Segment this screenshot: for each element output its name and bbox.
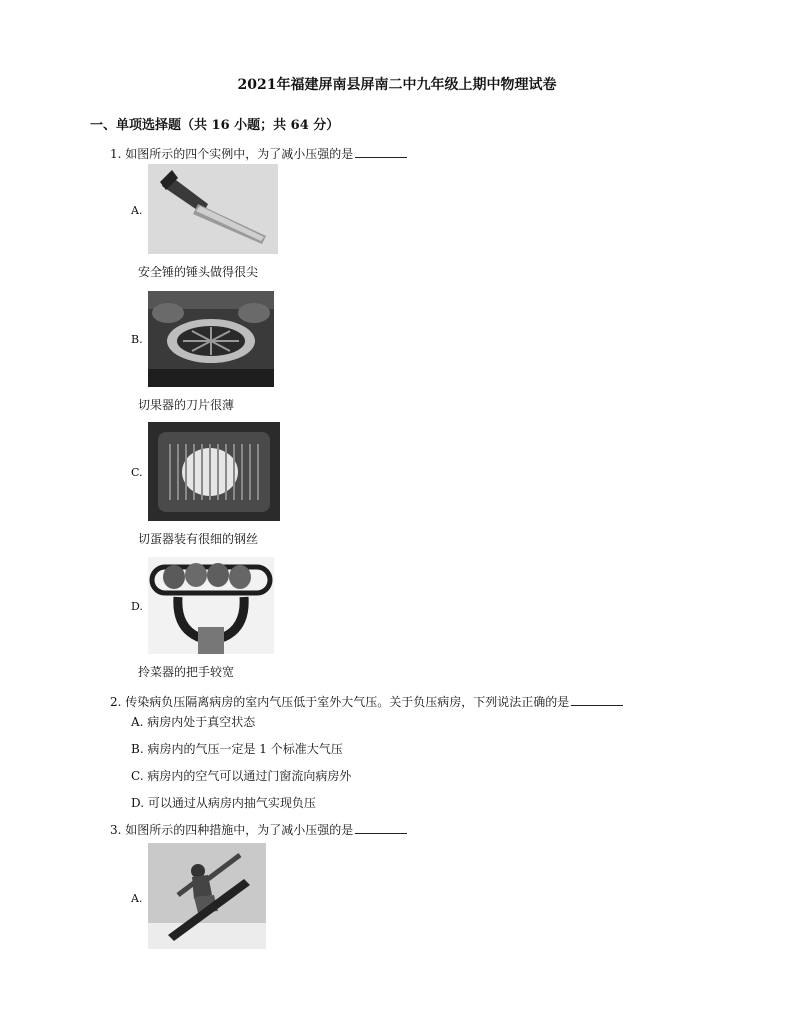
- option-letter-d: D.: [131, 600, 143, 613]
- fruit-cutter-image: [148, 291, 274, 387]
- option-caption-d: 拎菜器的把手较宽: [138, 665, 235, 679]
- question-2-stem: [110, 693, 623, 710]
- question-2-text: 2. 传染病负压隔离病房的室内气压低于室外大气压。关于负压病房，下列说法正确的是: [110, 695, 570, 709]
- question-2-option-d: D. 可以通过从病房内抽气实现负压: [131, 796, 316, 810]
- safety-hammer-image: [148, 164, 278, 254]
- question-3-stem: [110, 821, 407, 838]
- question-2-option-c: C. 病房内的空气可以通过门窗流向病房外: [131, 769, 352, 783]
- question-1-text: 1. 如图所示的四个实例中，为了减小压强的是: [110, 147, 354, 161]
- option-caption-c: 切蛋器装有很细的钢丝: [138, 532, 259, 546]
- question-2-option-b: B. 病房内的气压一定是 1 个标准大气压: [131, 742, 343, 756]
- option-letter-c: C.: [131, 466, 143, 479]
- section-heading: 一、单项选择题（共 16 小题；共 64 分）: [90, 118, 340, 133]
- egg-slicer-image: [148, 422, 280, 521]
- snowboarder-image: [148, 843, 266, 949]
- answer-blank: [355, 145, 407, 158]
- option-caption-a: 安全锤的锤头做得很尖: [138, 265, 259, 279]
- option-caption-b: 切果器的刀片很薄: [138, 398, 235, 412]
- bag-handle-image: [148, 557, 274, 654]
- question-1-stem: [110, 145, 407, 162]
- option-letter-a: A.: [131, 892, 143, 905]
- answer-blank: [571, 693, 623, 706]
- answer-blank: [355, 821, 407, 834]
- question-3-text: 3. 如图所示的四种措施中，为了减小压强的是: [110, 823, 354, 837]
- option-letter-a: A.: [131, 204, 143, 217]
- option-letter-b: B.: [131, 333, 143, 346]
- page-title: 2021年福建屏南县屏南二中九年级上期中物理试卷: [237, 77, 557, 93]
- question-2-option-a: A. 病房内处于真空状态: [131, 715, 256, 729]
